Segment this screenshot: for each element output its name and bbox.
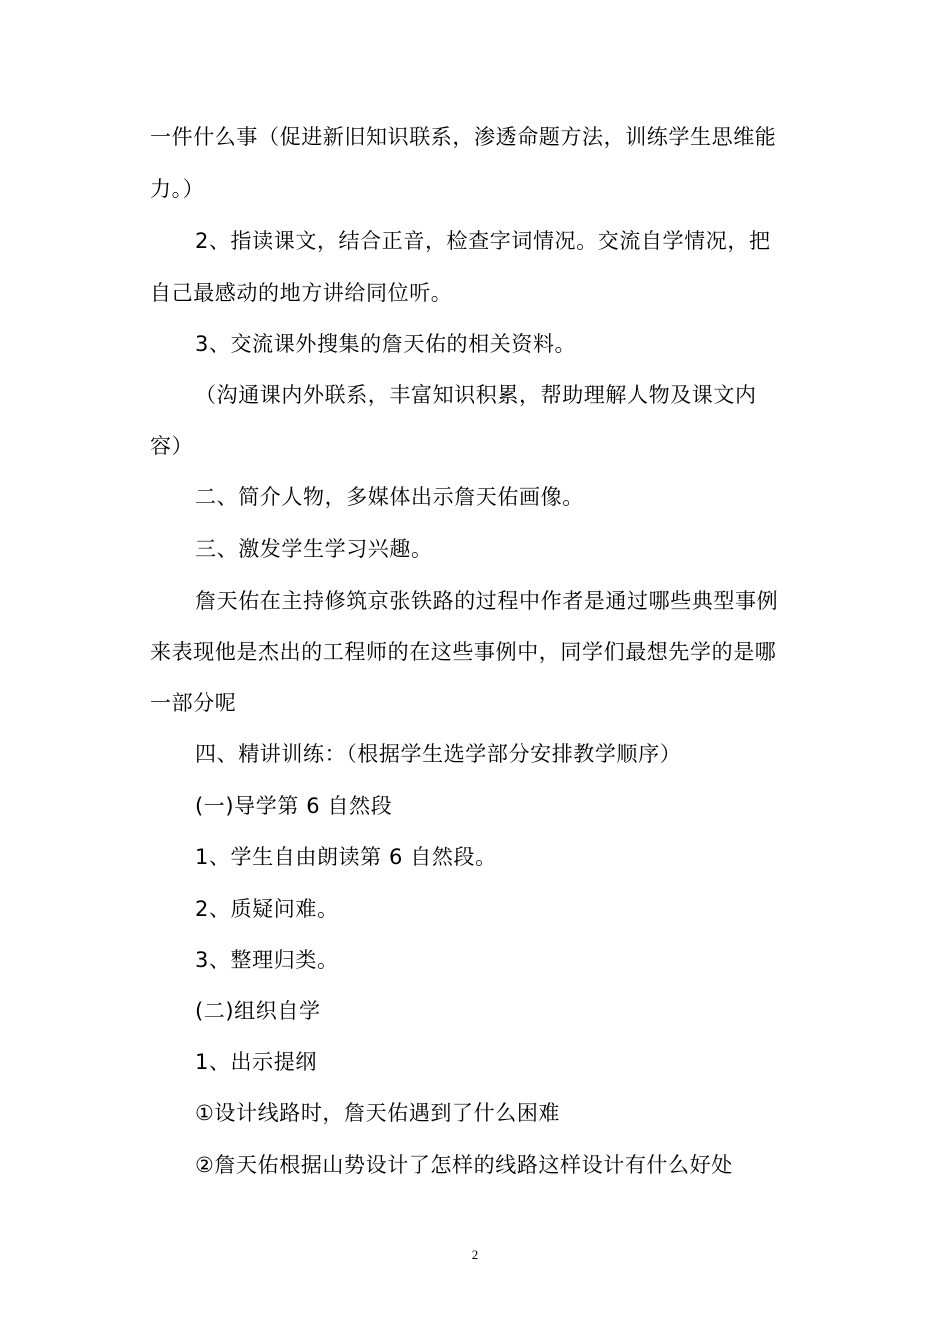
text-line: 1、出示提纲: [195, 1050, 317, 1074]
text-line: (一)导学第 6 自然段: [195, 794, 393, 818]
text-line: 三、激发学生学习兴趣。: [195, 537, 433, 561]
text-line: (二)组织自学: [195, 999, 321, 1023]
text-line: ②詹天佑根据山势设计了怎样的线路这样设计有什么好处: [195, 1153, 733, 1177]
text-line: 2、质疑问难。: [195, 897, 339, 921]
text-line: （沟通课内外联系，丰富知识积累，帮助理解人物及课文内: [195, 383, 757, 407]
text-line: 自己最感动的地方讲给同位听。: [150, 281, 453, 305]
page-number: 2: [471, 1247, 479, 1262]
text-line: 3、交流课外搜集的詹天佑的相关资料。: [195, 332, 577, 356]
text-line: 1、学生自由朗读第 6 自然段。: [195, 845, 497, 869]
text-line: 容）: [150, 434, 194, 458]
text-line: 3、整理归类。: [195, 948, 339, 972]
text-line: 2、指读课文，结合正音，检查字词情况。交流自学情况，把: [195, 229, 771, 253]
text-line: ①设计线路时，詹天佑遇到了什么困难: [195, 1101, 561, 1125]
text-line: 二、简介人物，多媒体出示詹天佑画像。: [195, 485, 584, 509]
text-line: 一部分呢: [150, 691, 237, 715]
text-line: 来表现他是杰出的工程师的在这些事例中，同学们最想先学的是哪: [150, 640, 777, 664]
text-line: 力。）: [150, 177, 205, 201]
text-line: 詹天佑在主持修筑京张铁路的过程中作者是通过哪些典型事例: [195, 589, 779, 613]
text-line: 一件什么事（促进新旧知识联系，渗透命题方法，训练学生思维能: [150, 125, 777, 149]
text-line: 四、精讲训练：（根据学生选学部分安排教学顺序）: [195, 742, 682, 766]
